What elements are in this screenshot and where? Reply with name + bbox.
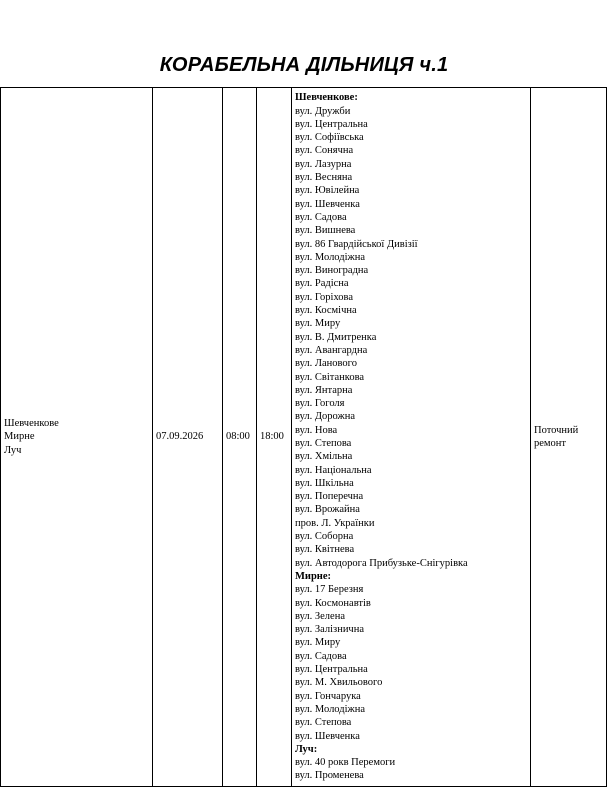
street-item: пров. Л. Українки bbox=[295, 517, 375, 529]
street-item: вул. Горіхова bbox=[295, 291, 354, 303]
street-item: вул. Виноградна bbox=[295, 265, 369, 277]
street-item: вул. Садова bbox=[295, 211, 347, 223]
street-item: вул. Космічна bbox=[295, 305, 357, 317]
table-row bbox=[1, 88, 607, 787]
street-item: вул. Вишнева bbox=[295, 225, 356, 237]
street-item: вул. Поперечна bbox=[295, 491, 364, 503]
street-item: вул. Молодіжна bbox=[295, 251, 366, 263]
street-item: вул. Янтарна bbox=[295, 384, 353, 396]
street-item: вул. Шевченка bbox=[295, 198, 360, 210]
settlement-name: Шевченкове bbox=[4, 418, 59, 430]
streets-list bbox=[295, 91, 527, 782]
street-item: вул. Ланового bbox=[295, 358, 357, 370]
street-item: вул. Сонячна bbox=[295, 145, 354, 157]
street-item: вул. М. Хвильового bbox=[295, 677, 383, 689]
street-item: вул. Центральна bbox=[295, 664, 368, 676]
settlement-name: Мирне bbox=[4, 431, 35, 443]
street-item: вул. Променева bbox=[295, 770, 364, 782]
street-item: вул. Радісна bbox=[295, 278, 349, 290]
street-item: вул. Авангардна bbox=[295, 344, 368, 356]
street-item: вул. Хмільна bbox=[295, 451, 353, 463]
village-name: Луч: bbox=[295, 743, 318, 755]
time-to-cell: 18:00 bbox=[257, 88, 292, 787]
street-item: вул. В. Дмитренка bbox=[295, 331, 377, 343]
street-item: вул. Гоголя bbox=[295, 398, 345, 410]
settlement-name: Луч bbox=[4, 444, 22, 456]
street-item: вул. Національна bbox=[295, 464, 372, 476]
street-item: вул. Автодорога Прибузьке-Снігурівка bbox=[295, 557, 468, 569]
street-item: вул. Нова bbox=[295, 424, 338, 436]
street-item: вул. Миру bbox=[295, 637, 341, 649]
street-item: вул. Шевченка bbox=[295, 730, 360, 742]
street-item: вул. Молодіжна bbox=[295, 703, 366, 715]
street-item: вул. Гончарука bbox=[295, 690, 361, 702]
streets-cell bbox=[292, 88, 531, 787]
date-cell: 07.09.2026 bbox=[153, 88, 223, 787]
street-item: вул. Зелена bbox=[295, 610, 345, 622]
street-item: вул. Дорожна bbox=[295, 411, 356, 423]
street-item: вул. Степова bbox=[295, 717, 352, 729]
street-item: вул. Квітнева bbox=[295, 544, 355, 556]
street-item: вул. Центральна bbox=[295, 118, 368, 130]
street-item: вул. Степова bbox=[295, 438, 352, 449]
street-item: вул. Залізнична bbox=[295, 624, 364, 636]
street-item: вул. Дружби bbox=[295, 105, 351, 117]
street-item: вул. Світанкова bbox=[295, 371, 365, 383]
street-item: вул. Космонавтів bbox=[295, 597, 371, 609]
village-name: Шевченкове: bbox=[295, 92, 358, 104]
work-type-cell: Поточний ремонт bbox=[531, 88, 607, 787]
street-item: вул. Весняна bbox=[295, 172, 353, 184]
time-from-cell: 08:00 bbox=[223, 88, 257, 787]
street-item: вул. 40 рокв Перемоги bbox=[295, 757, 396, 769]
street-item: вул. Софіївська bbox=[295, 132, 364, 144]
street-item: вул. Соборна bbox=[295, 531, 354, 543]
street-item: вул. 17 Березня bbox=[295, 584, 364, 596]
street-item: вул. Ювілейна bbox=[295, 185, 360, 197]
street-item: вул. Миру bbox=[295, 318, 341, 330]
outage-table bbox=[0, 87, 607, 787]
village-name: Мирне: bbox=[295, 570, 332, 582]
street-item: вул. 86 Гвардійської Дивізії bbox=[295, 238, 418, 250]
page-title: КОРАБЕЛЬНА ДІЛЬНИЦЯ ч.1 bbox=[159, 54, 449, 76]
street-item: вул. Лазурна bbox=[295, 158, 352, 170]
street-item: вул. Врожайна bbox=[295, 504, 360, 516]
settlements-cell bbox=[1, 88, 153, 787]
street-item: вул. Садова bbox=[295, 650, 347, 662]
street-item: вул. Шкільна bbox=[295, 477, 354, 489]
